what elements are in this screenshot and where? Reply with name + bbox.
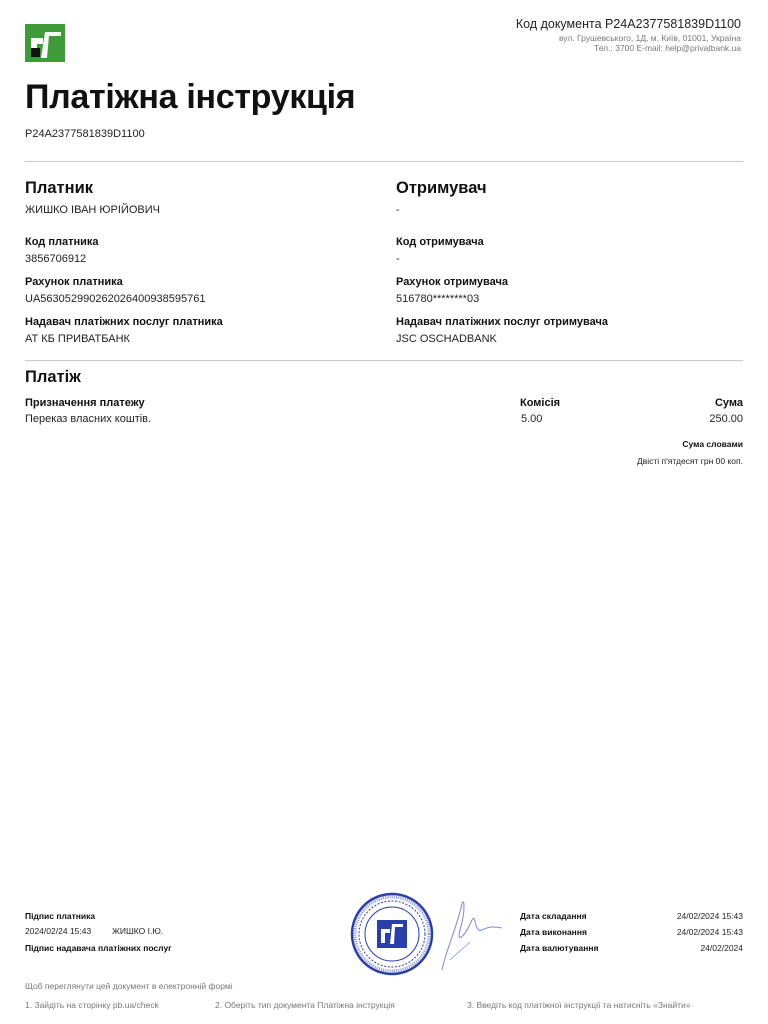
payment-heading: Платіж: [25, 368, 81, 386]
footer-step-3: 3. Введіть код платіжної інструкції та натисніть «Знайти»: [467, 1000, 691, 1010]
executed-date: 24/02/2024 15:43: [676, 927, 743, 937]
payment-purpose-label: Призначення платежу: [25, 397, 145, 409]
recipient-name: -: [396, 204, 400, 216]
commission-label: Комісія: [520, 397, 561, 409]
amount-label: Сума: [714, 397, 743, 409]
created-date: 24/02/2024 15:43: [676, 911, 743, 921]
value-date: 24/02/2024: [700, 943, 743, 953]
value-date-label: Дата валютування: [520, 943, 599, 953]
recipient-code-label: Код отримувача: [396, 236, 484, 248]
bank-contacts: Тел.: 3700 E-mail: help@privatbank.ua: [593, 43, 741, 53]
bank-address: вул. Грушевського, 1Д, м. Київ, 01001, Україна: [558, 33, 741, 43]
bank-stamp-icon: [344, 892, 440, 976]
payer-signature-date: 2024/02/24 15:43: [25, 926, 92, 936]
payer-name: ЖИШКО ІВАН ЮРІЙОВИЧ: [25, 204, 160, 216]
recipient-code: -: [396, 253, 400, 265]
handwritten-signature-icon: [436, 890, 506, 976]
commission-value: 5.00: [521, 413, 543, 425]
payer-provider-label: Надавач платіжних послуг платника: [25, 316, 223, 328]
recipient-provider-label: Надавач платіжних послуг отримувача: [396, 316, 608, 328]
divider: [25, 161, 743, 162]
recipient-account-label: Рахунок отримувача: [396, 276, 508, 288]
amount-words: Двісті п'ятдесят грн 00 коп.: [637, 456, 743, 466]
document-number: P24A2377581839D1100: [25, 128, 145, 140]
document-code: Код документа P24A2377581839D1100: [515, 17, 741, 31]
payer-provider: АТ КБ ПРИВАТБАНК: [25, 333, 130, 345]
payer-account-label: Рахунок платника: [25, 276, 123, 288]
payer-signature-label: Підпис платника: [25, 911, 96, 921]
page-title: Платіжна інструкція: [25, 78, 356, 116]
amount-words-label: Сума словами: [682, 439, 743, 449]
footer-step-2: 2. Оберіть тип документа Платіжна інструкція: [215, 1000, 395, 1010]
payer-signature-name: ЖИШКО І.Ю.: [112, 926, 164, 936]
payer-code: 3856706912: [25, 253, 87, 265]
payer-account: UA563052990262026400938595761: [25, 293, 206, 305]
recipient-account: 516780********03: [396, 293, 480, 305]
provider-signature-label: Підпис надавача платіжних послуг: [25, 943, 172, 953]
recipient-provider: JSC OSCHADBANK: [396, 333, 497, 345]
amount-value: 250.00: [709, 413, 743, 425]
footer-hint: Щоб переглянути цей документ в електронній формі: [25, 981, 233, 991]
created-date-label: Дата складання: [520, 911, 587, 921]
payment-purpose: Переказ власних коштів.: [25, 413, 152, 425]
payer-code-label: Код платника: [25, 236, 99, 248]
payer-heading: Платник: [25, 179, 93, 197]
privatbank-logo-icon: [25, 24, 65, 62]
footer-step-1: 1. Зайдіть на сторінку pb.ua/check: [25, 1000, 159, 1010]
divider: [25, 360, 743, 361]
executed-date-label: Дата виконання: [520, 927, 587, 937]
recipient-heading: Отримувач: [396, 179, 487, 197]
